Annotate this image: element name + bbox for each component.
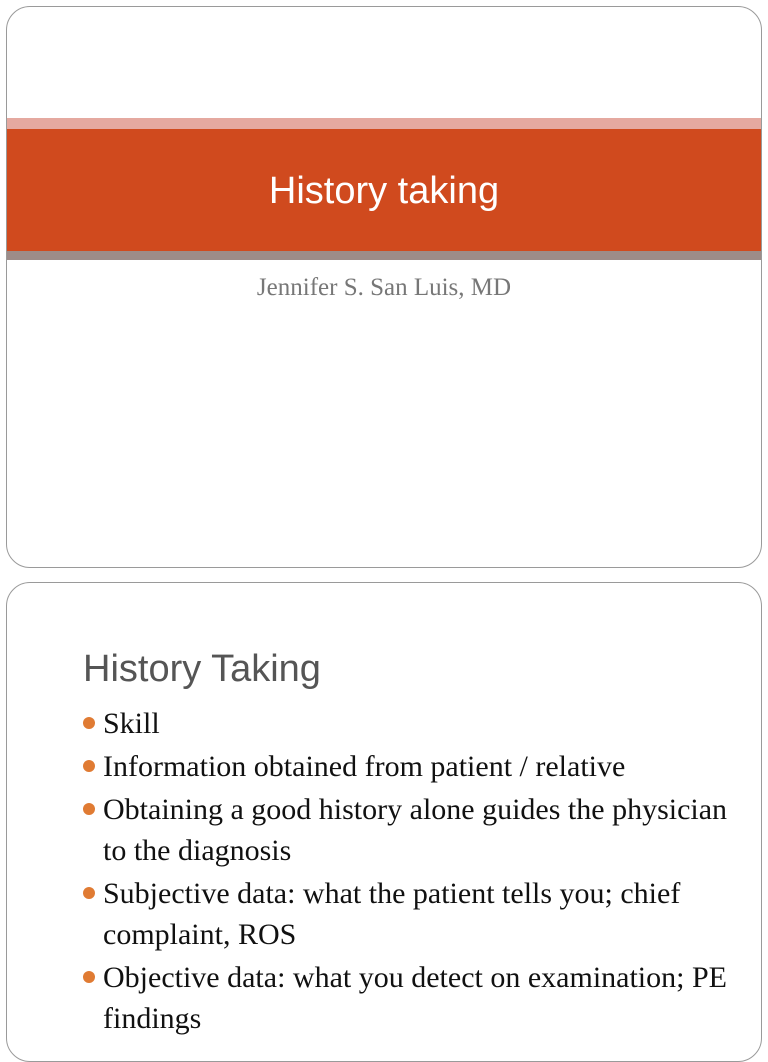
bullet-dot-icon bbox=[83, 887, 95, 899]
bullet-text: Obtaining a good history alone guides the physician to the diagnosis bbox=[103, 793, 728, 867]
slide-subtitle: Jennifer S. San Luis, MD bbox=[256, 274, 512, 301]
bullet-dot-icon bbox=[83, 760, 95, 772]
content-slide bbox=[6, 582, 762, 1062]
bullet-item bbox=[81, 746, 741, 787]
slide-title: History taking bbox=[268, 170, 500, 212]
bullet-text: Skill bbox=[103, 707, 160, 740]
bullet-text: Subjective data: what the patient tells you; chief complaint, ROS bbox=[103, 877, 681, 951]
bullet-text: Information obtained from patient / relative bbox=[103, 750, 626, 783]
title-band-accent-bottom bbox=[7, 251, 761, 260]
bullet-dot-icon bbox=[83, 803, 95, 815]
bullet-list bbox=[81, 703, 741, 1041]
bullet-item bbox=[81, 703, 741, 744]
title-band-accent-top bbox=[7, 118, 761, 129]
bullet-item bbox=[81, 957, 741, 1039]
bullet-item bbox=[81, 789, 741, 871]
bullet-dot-icon bbox=[83, 717, 95, 729]
content-slide-title: History Taking bbox=[83, 648, 321, 690]
title-slide bbox=[6, 6, 762, 568]
bullet-dot-icon bbox=[83, 971, 95, 983]
bullet-item bbox=[81, 873, 741, 955]
bullet-text: Objective data: what you detect on examination; PE findings bbox=[103, 961, 727, 1035]
